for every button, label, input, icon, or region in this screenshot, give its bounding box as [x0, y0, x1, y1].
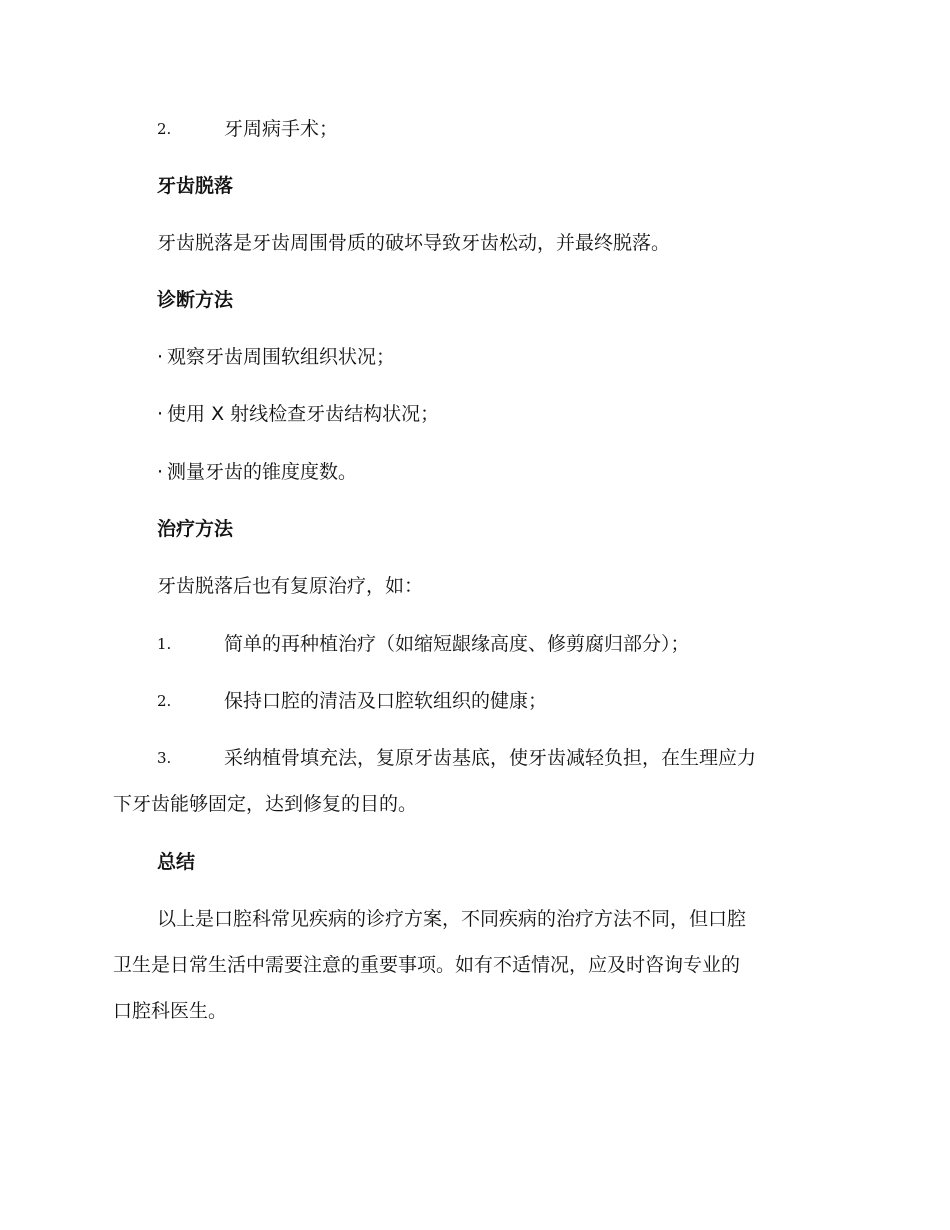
diagnosis-bullet-item — [157, 343, 395, 372]
diagnosis-bullet-item — [157, 400, 439, 429]
section-heading-summary: 总结 — [157, 851, 196, 873]
bullet-text: 观察牙齿周围软组织状况； — [167, 346, 396, 368]
tooth-loss-description: 牙齿脱落是牙齿周围骨质的破坏导致牙齿松动，并最终脱落。 — [157, 232, 671, 254]
treatment-intro: 牙齿脱落后也有复原治疗，如： — [157, 575, 424, 597]
bullet-text: 使用 X 射线检查牙齿结构状况； — [167, 403, 440, 425]
section-heading-diagnosis: 诊断方法 — [157, 289, 234, 311]
list-number: 3. — [157, 749, 172, 767]
list-item-text: 保持口腔的清洁及口腔软组织的健康； — [224, 690, 548, 712]
summary-line: 口腔科医生。 — [113, 1000, 228, 1022]
diagnosis-bullet-item — [157, 458, 357, 487]
list-number: 1. — [157, 635, 172, 653]
summary-line: 以上是口腔科常见疾病的诊疗方案，不同疾病的治疗方法不同，但口腔 — [157, 908, 747, 930]
bullet-icon: · — [157, 346, 164, 368]
list-number: 2. — [157, 692, 172, 710]
list-number: 2. — [157, 120, 172, 138]
list-item-continuation: 下牙齿能够固定，达到修复的目的。 — [113, 793, 418, 815]
bullet-icon: · — [157, 403, 164, 425]
bullet-text: 测量牙齿的锥度度数。 — [167, 461, 358, 483]
bullet-icon: · — [157, 461, 164, 483]
section-heading-tooth-loss: 牙齿脱落 — [157, 175, 234, 197]
list-item-text: 牙周病手术； — [224, 118, 339, 140]
list-item-text: 采纳植骨填充法，复原牙齿基底，使牙齿减轻负担，在生理应力 — [224, 747, 757, 769]
list-item-text: 简单的再种植治疗（如缩短龈缘高度、修剪腐归部分）； — [224, 633, 690, 655]
section-heading-treatment: 治疗方法 — [157, 518, 234, 540]
summary-line: 卫生是日常生活中需要注意的重要事项。如有不适情况，应及时咨询专业的 — [113, 954, 741, 976]
